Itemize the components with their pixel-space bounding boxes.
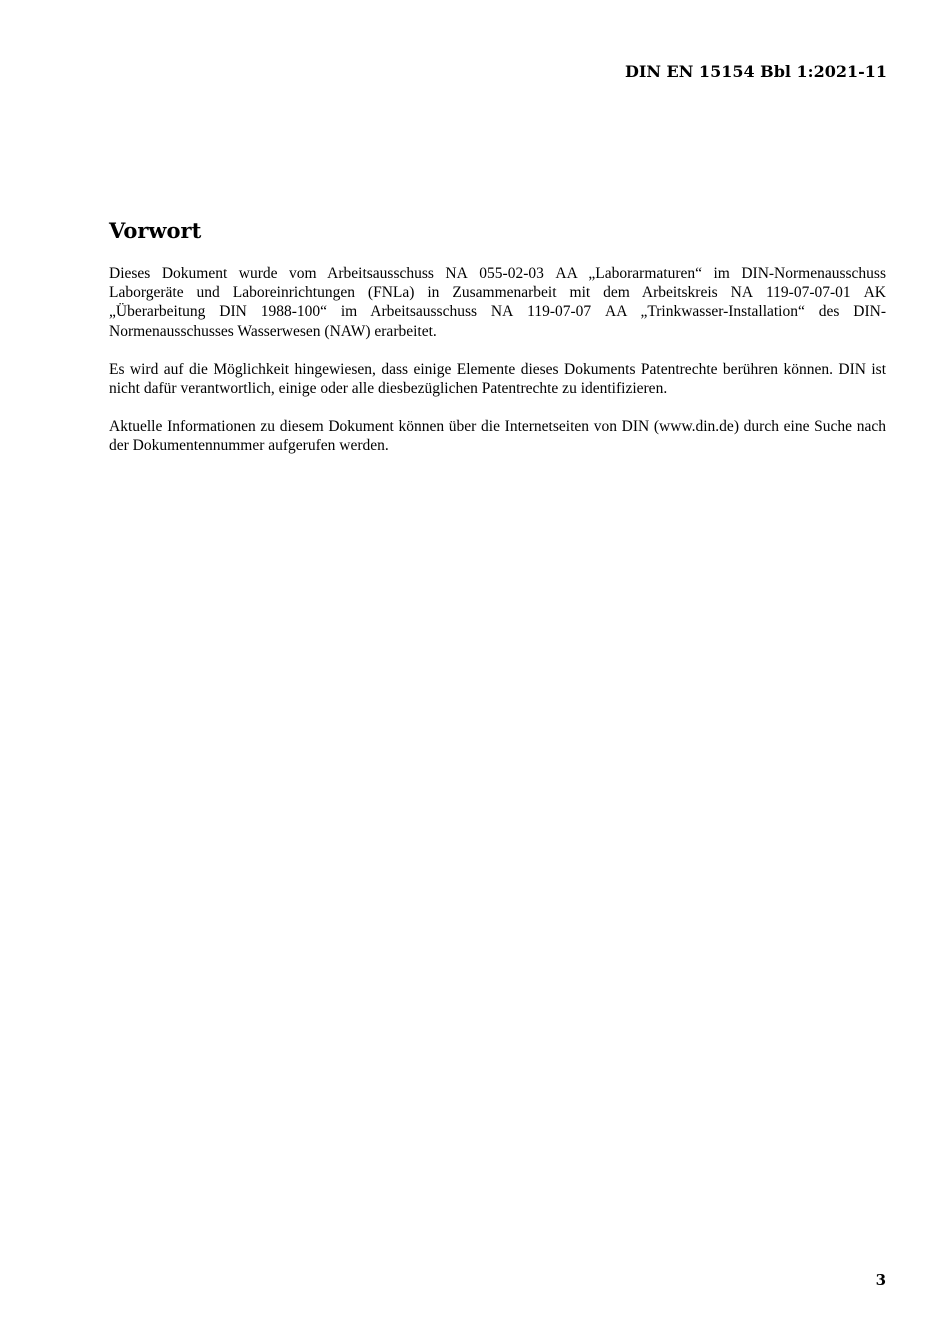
paragraph-origin: Dieses Dokument wurde vom Arbeitsausschuss NA 055-02-03 AA „Laborarmaturen“ im DIN-Normenausschuss Laborgeräte und Laboreinrichtungen (FNLa) in Zusammenarbeit mit dem Arbeitskreis NA 119-07-07-01 AK „Überarbeitung DIN 1988-100“ im Arbeitsausschuss NA 119-07-07 AA „Trinkwasser-Installation“ des DIN-Normenausschusses Wasserwesen (NAW) erarbeitet. bbox=[109, 265, 886, 340]
section-title: Vorwort bbox=[109, 218, 202, 243]
paragraph-current-info: Aktuelle Informationen zu diesem Dokument können über die Internetseiten von DIN (www.din.de) durch eine Suche nach der Dokumentennummer aufgerufen werden. bbox=[109, 418, 886, 455]
document-identifier: DIN EN 15154 Bbl 1:2021-11 bbox=[624, 62, 887, 81]
paragraph-patent-notice: Es wird auf die Möglichkeit hingewiesen, dass einige Elemente dieses Dokuments Patentrechte berühren können. DIN ist nicht dafür verantwortlich, einige oder alle diesbezüglichen Patentrechte zu identifizieren. bbox=[109, 360, 886, 398]
foreword-section bbox=[109, 218, 886, 475]
page-number: 3 bbox=[875, 1271, 886, 1289]
